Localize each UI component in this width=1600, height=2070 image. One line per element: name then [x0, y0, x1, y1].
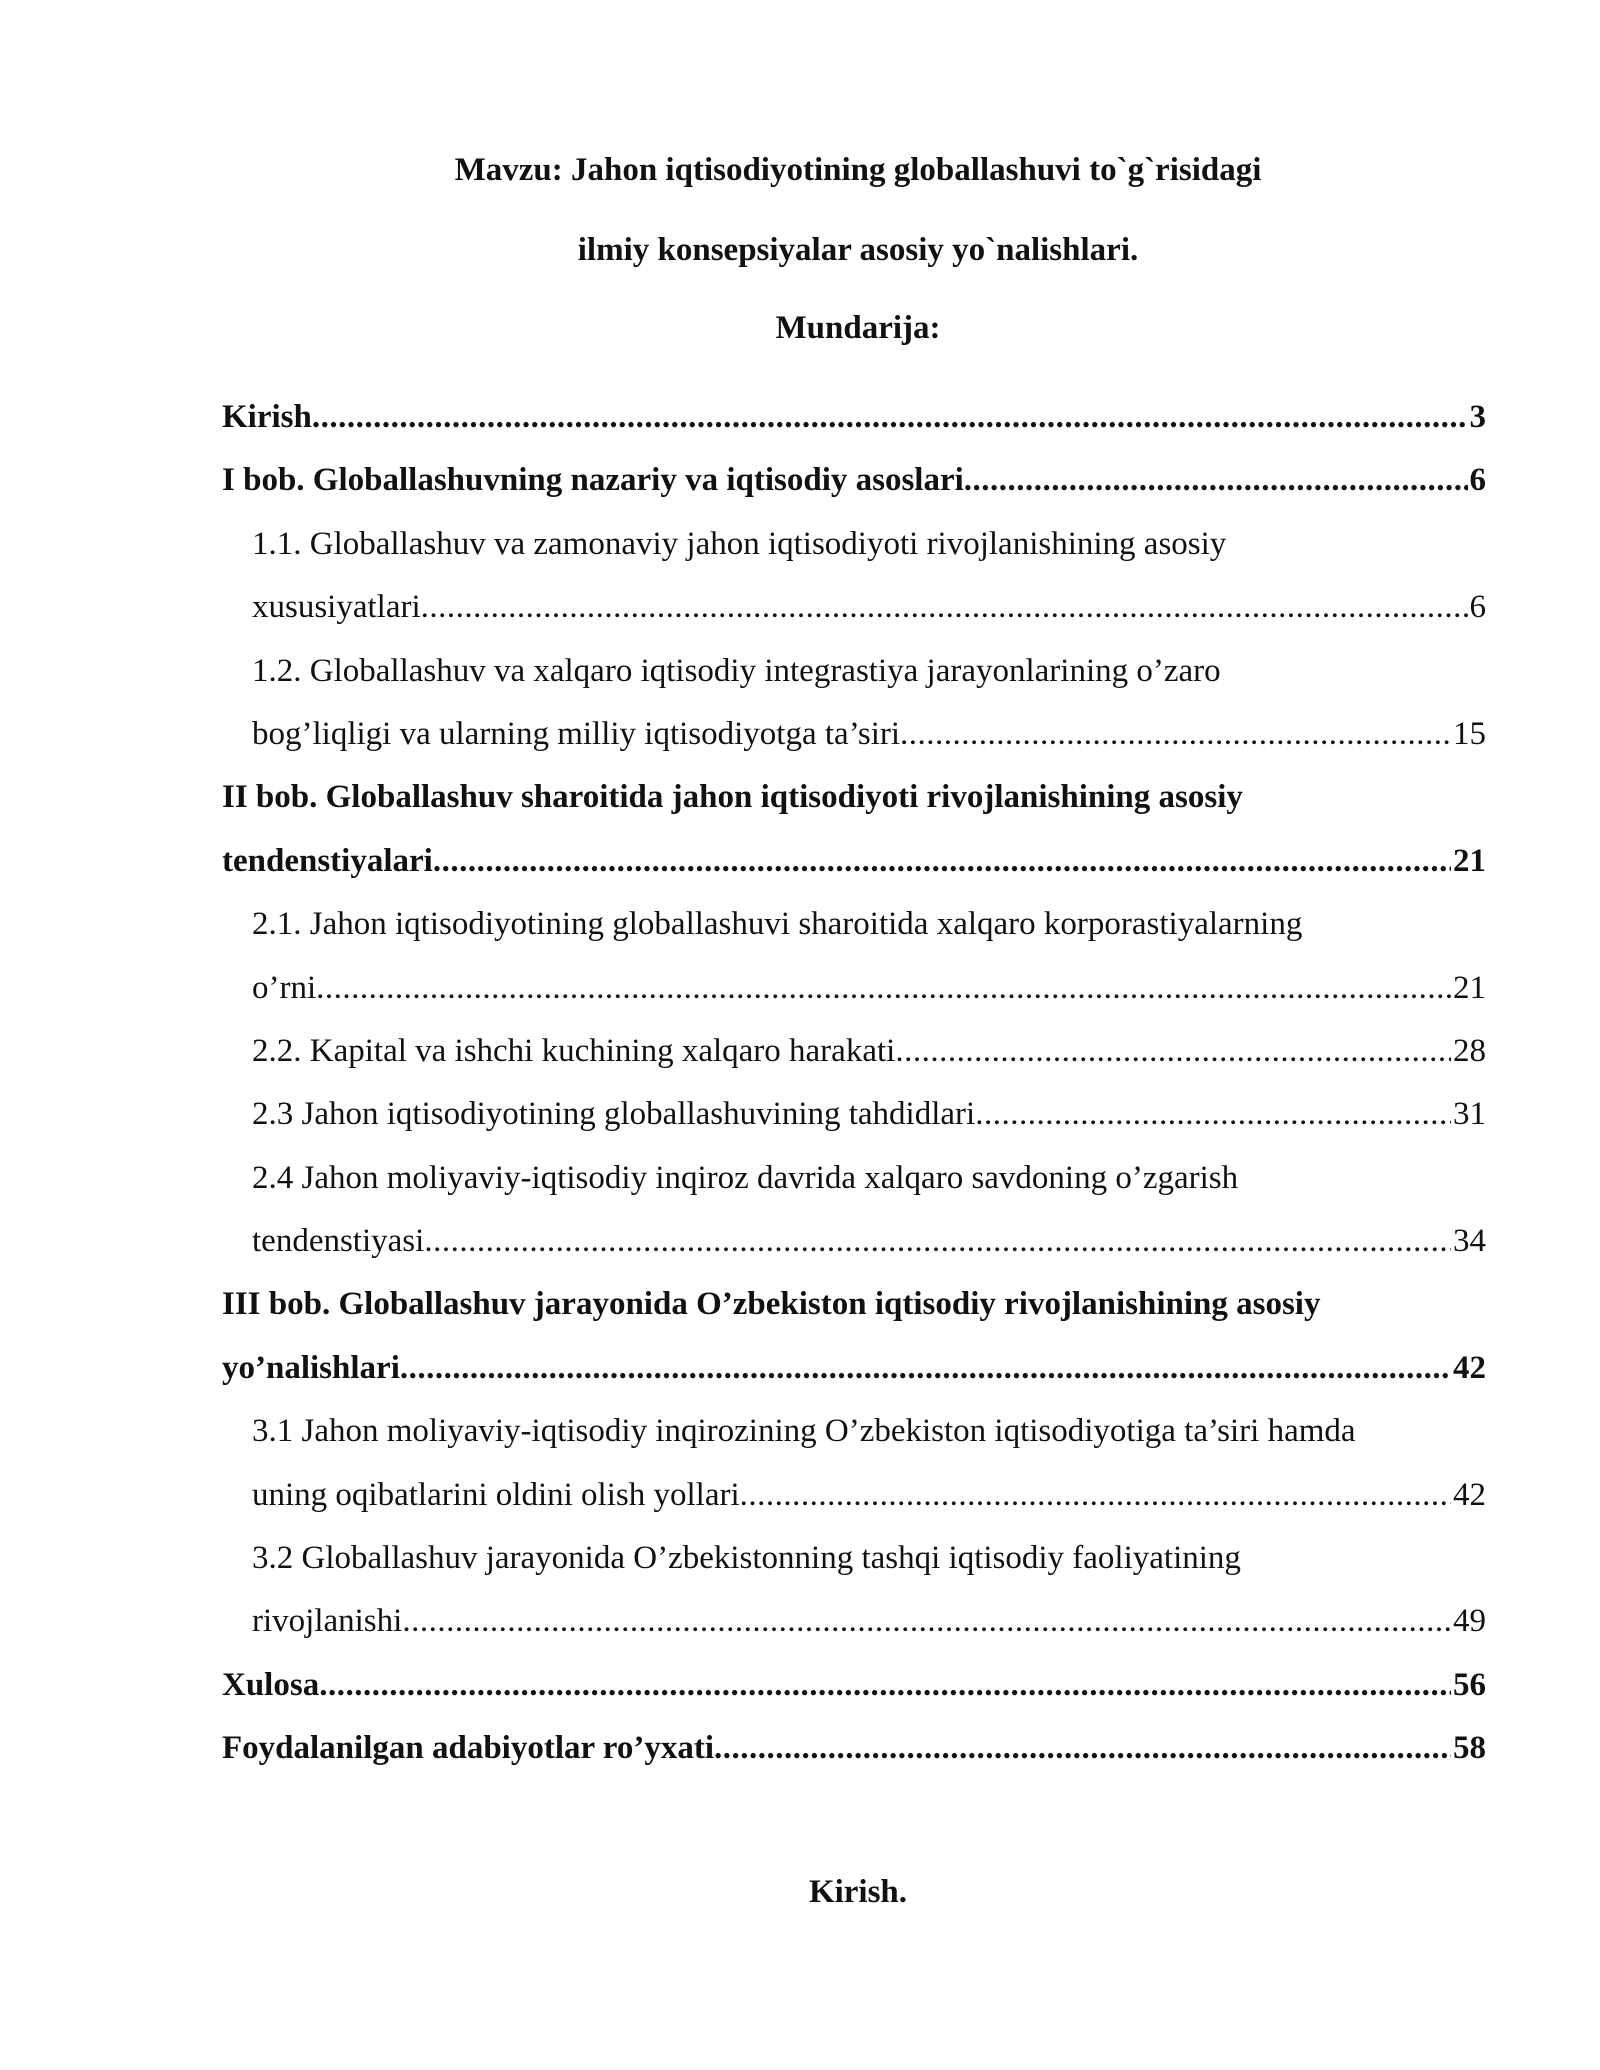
toc-entry-text: II bob. Globallashuv sharoitida jahon iqtisodiyoti rivojlanishining asosiy	[222, 779, 1243, 816]
toc-entry-text: 3.1 Jahon moliyaviy-iqtisodiy inqirozining O’zbekiston iqtisodiyotiga ta’siri hamda	[252, 1413, 1356, 1450]
dot-leader	[402, 1590, 1451, 1653]
toc-entry[interactable]	[222, 1400, 1486, 1527]
toc-page-number: 42	[1453, 1349, 1486, 1386]
toc-entry-text: yo’nalishlari	[222, 1349, 400, 1386]
toc-entry[interactable]	[222, 513, 1486, 640]
toc-entry[interactable]	[222, 1083, 1486, 1146]
dot-leader	[975, 1083, 1451, 1146]
toc-entry-text: xususiyatlari	[252, 589, 421, 626]
toc-page-number: 56	[1453, 1666, 1486, 1703]
topic-title-line-1: Mavzu: Jahon iqtisodiyotining globallashuvi to`g`risidagi	[454, 152, 1262, 188]
dot-leader	[964, 449, 1468, 512]
toc-page-number: 49	[1453, 1603, 1486, 1640]
dot-leader	[714, 1717, 1451, 1780]
toc-entry-line	[222, 386, 1486, 449]
toc-entry-text: o’rni	[252, 969, 317, 1006]
toc-entry-text: 1.2. Globallashuv va xalqaro iqtisodiy integrastiya jarayonlarining o’zaro	[252, 652, 1221, 689]
dot-leader	[400, 1337, 1451, 1400]
toc-entry-line	[252, 576, 1486, 639]
dot-leader	[433, 830, 1451, 893]
toc-entry-text: III bob. Globallashuv jarayonida O’zbekiston iqtisodiy rivojlanishining asosiy	[222, 1286, 1321, 1323]
toc-entry-text: 2.1. Jahon iqtisodiyotining globallashuvi sharoitida xalqaro korporastiyalarning	[252, 906, 1303, 943]
toc-page-number: 28	[1453, 1032, 1486, 1069]
dot-leader	[740, 1464, 1451, 1527]
toc-page-number: 21	[1453, 842, 1486, 879]
toc-entry-line	[252, 1210, 1486, 1273]
toc-entry-text: uning oqibatlarini oldini olish yollari	[252, 1476, 740, 1513]
toc-entry[interactable]	[222, 449, 1486, 512]
toc-page-number: 3	[1469, 399, 1486, 435]
dot-leader	[316, 957, 1451, 1020]
dot-leader	[424, 1210, 1451, 1273]
topic-title-line-2: ilmiy konsepsiyalar asosiy yo`nalishlari.	[577, 232, 1139, 268]
introduction-heading: Kirish.	[808, 1874, 908, 1910]
toc-entry-text: 2.4 Jahon moliyaviy-iqtisodiy inqiroz davrida xalqaro savdoning o’zgarish	[252, 1159, 1239, 1196]
toc-entry-text: I bob. Globallashuvning nazariy va iqtisodiy asoslari	[222, 462, 964, 499]
toc-page-number: 15	[1453, 715, 1486, 752]
toc-entry-text: Xulosa	[222, 1666, 320, 1703]
toc-entry-text: 2.3 Jahon iqtisodiyotining globallashuvining tahdidlari	[252, 1096, 976, 1133]
toc-page-number: 6	[1469, 589, 1486, 626]
toc-entry[interactable]	[222, 1527, 1486, 1654]
toc-entry-line	[252, 703, 1486, 766]
toc-entry-line	[252, 957, 1486, 1020]
toc-entry[interactable]	[222, 1020, 1486, 1083]
toc-entry-line	[222, 449, 1486, 512]
dot-leader	[900, 703, 1451, 766]
toc-entry-line	[252, 1464, 1486, 1527]
toc-page-number: 34	[1453, 1223, 1486, 1260]
toc-entry-text: bog’liqligi va ularning milliy iqtisodiyotga ta’siri	[252, 715, 901, 752]
toc-entry-line	[222, 1717, 1486, 1780]
toc-page-number: 42	[1453, 1476, 1486, 1513]
toc-entry-text: 1.1. Globallashuv va zamonaviy jahon iqtisodiyoti rivojlanishining asosiy	[252, 525, 1227, 562]
toc-entry[interactable]	[222, 893, 1486, 1020]
toc-page-number: 58	[1453, 1730, 1486, 1767]
toc-entry-text: 3.2 Globallashuv jarayonida O’zbekistonning tashqi iqtisodiy faoliyatining	[252, 1540, 1241, 1577]
toc-entry[interactable]	[222, 1717, 1486, 1780]
contents-heading: Mundarija:	[775, 310, 941, 346]
toc-entry[interactable]	[222, 640, 1486, 767]
dot-leader	[421, 576, 1468, 639]
toc-entry-text: Kirish	[222, 399, 312, 435]
toc-entry-text: 2.2. Kapital va ishchi kuchining xalqaro harakati	[252, 1032, 896, 1069]
dot-leader	[312, 386, 1468, 449]
toc-entry[interactable]	[222, 1654, 1486, 1717]
toc-entry-text: rivojlanishi	[252, 1603, 403, 1640]
toc-entry[interactable]	[222, 1147, 1486, 1274]
toc-entry-line	[222, 830, 1486, 893]
toc-entry[interactable]	[222, 766, 1486, 893]
dot-leader	[319, 1654, 1451, 1717]
toc-entry-text: tendenstiyasi	[252, 1223, 425, 1260]
toc-entry-line	[252, 1020, 1486, 1083]
toc-page-number: 6	[1469, 462, 1486, 499]
toc-entry-text: Foydalanilgan adabiyotlar ro’yxati	[222, 1730, 715, 1767]
toc-entry[interactable]	[222, 1273, 1486, 1400]
dot-leader	[895, 1020, 1451, 1083]
toc-entry-line	[252, 1590, 1486, 1653]
toc-entry[interactable]	[222, 386, 1486, 449]
toc-page-number: 31	[1453, 1096, 1486, 1133]
toc-entry-line	[222, 1337, 1486, 1400]
toc-entry-text: tendenstiyalari	[222, 842, 433, 879]
toc-entry-line	[222, 1654, 1486, 1717]
toc-page-number: 21	[1453, 969, 1486, 1006]
table-of-contents	[222, 386, 1486, 1781]
toc-entry-line	[252, 1083, 1486, 1146]
